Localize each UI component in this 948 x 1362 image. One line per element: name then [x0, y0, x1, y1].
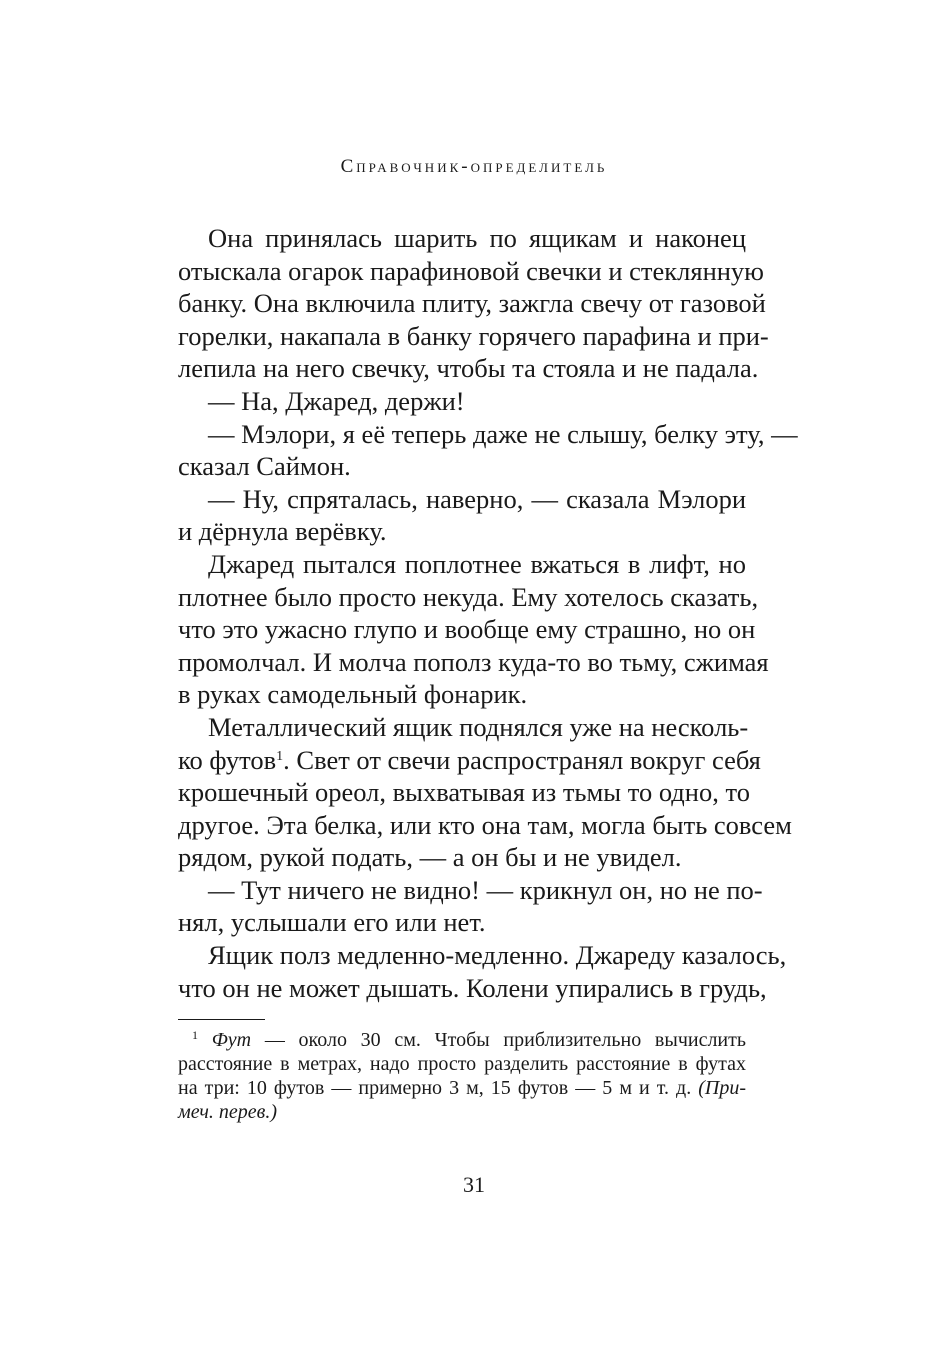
footnote-text: на три: 10 футов — примерно 3 м, 15 футов — 5 м и т. д. [178, 1077, 699, 1099]
text-line: горелки, накапала в банку горячего парафина и при- [178, 320, 769, 351]
text-line: — Тут ничего не видно! — крикнул он, но не по- [208, 874, 763, 905]
text-line: плотнее было просто некуда. Ему хотелось сказать, [178, 581, 759, 612]
text-line: Металлический ящик поднялся уже на несколь- [208, 711, 749, 742]
text-line: — Ну, спряталась, наверно, — сказала Мэлори [208, 483, 746, 514]
footnote-term: Фут [211, 1029, 252, 1051]
text-line: Джаред пытался поплотнее вжаться в лифт, но [208, 548, 746, 579]
text-line: сказал Саймон. [178, 451, 351, 482]
text-line: промолчал. И молча пополз куда-то во тьму, сжимая [178, 646, 769, 677]
text-line: другое. Эта белка, или кто она там, могла быть совсем [178, 809, 792, 840]
text-line: рядом, рукой подать, — а он бы и не увидел. [178, 842, 682, 873]
text-line: — Мэлори, я её теперь даже не слышу, белку эту, — [208, 418, 798, 449]
translator-note: меч. перев.) [178, 1101, 278, 1123]
text-line: и дёрнула верёвку. [178, 516, 387, 547]
page-number: 31 [463, 1172, 485, 1197]
text-line: в руках самодельный фонарик. [178, 679, 528, 710]
main-text [178, 222, 798, 1004]
text-fragment: . Свет от свечи распространял вокруг себя [283, 744, 761, 775]
footnote-reference: 1 [276, 748, 284, 764]
footnote-marker: 1 [192, 1028, 198, 1042]
footnote-text: — около 30 см. Чтобы приблизительно вычислить [251, 1029, 746, 1051]
text-line: — На, Джаред, держи! [208, 385, 465, 416]
text-line: отыскала огарок парафиновой свечки и стеклянную [178, 255, 764, 286]
text-line: банку. Она включила плиту, зажгла свечу от газовой [178, 288, 766, 319]
text-line-with-footnote [178, 744, 761, 777]
text-line: Ящик полз медленно-медленно. Джареду казалось, [208, 940, 787, 971]
text-line: лепила на него свечку, чтобы та стояла и не падала. [178, 353, 759, 384]
footnote-line [178, 1028, 746, 1052]
translator-note: (При- [698, 1077, 746, 1099]
text-line: крошечный ореол, выхватывая из тьмы то одно, то [178, 777, 750, 808]
footnote-line [178, 1100, 746, 1124]
text-line: Она принялась шарить по ящикам и наконец [208, 223, 746, 253]
text-line: что это ужасно глупо и вообще ему страшно, но он [178, 614, 756, 645]
text-line: что он не может дышать. Колени упирались в грудь, [178, 972, 767, 1003]
footnote-line [178, 1076, 746, 1100]
footnote-line: расстояние в метрах, надо просто разделить расстояние в футах [178, 1053, 746, 1075]
text-line: нял, услышали его или нет. [178, 907, 486, 938]
footnote [178, 1028, 746, 1124]
text-fragment: ко футов [178, 744, 277, 775]
running-head: Справочник-определитель [340, 156, 608, 177]
footnote-separator [178, 1019, 265, 1020]
